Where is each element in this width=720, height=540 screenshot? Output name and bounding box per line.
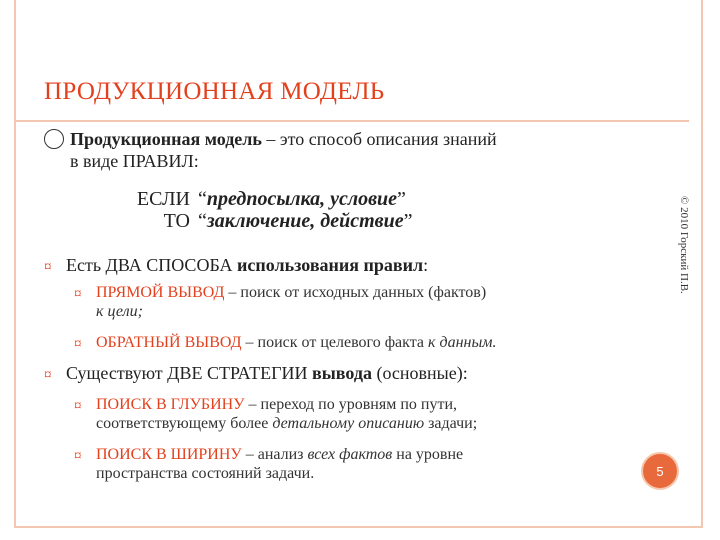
rule-if-text: предпосылка, условие (206, 188, 398, 210)
strategy-item-depth: ¤ ПОИСК В ГЛУБИНУ – переход по уровням по пути, соответствующему более детальному описанию задачи; (74, 396, 478, 432)
rule-if-keyword: ЕСЛИ (136, 188, 190, 210)
ways-bullet: ¤ Есть ДВА СПОСОБА использования правил: (44, 254, 428, 276)
rule-then-text: заключение, действие (206, 210, 404, 232)
copyright-credit (678, 196, 692, 316)
rule-template (120, 188, 413, 232)
copyright-text: © 2010 Горский П.В. (678, 196, 690, 294)
intro-term: Продукционная модель (70, 129, 262, 149)
page-number: 5 (656, 463, 664, 479)
bullet-icon: ¤ (74, 398, 82, 414)
bullet-icon: ¤ (74, 286, 82, 302)
slide-title: ПРОДУКЦИОННАЯ МОДЕЛЬ (44, 78, 385, 105)
bullet-icon: ¤ (74, 448, 82, 464)
bullet-icon: ¤ (44, 259, 52, 275)
strategies-bullet: ¤ Существуют ДВЕ СТРАТЕГИИ вывода (основные): (44, 362, 468, 384)
rule-then-keyword: ТО (163, 210, 190, 232)
page-number-badge (641, 452, 679, 490)
rule-then-line: ТО “заключение, действие” (120, 210, 413, 232)
intro-rest: – это способ описания знаний (261, 129, 497, 149)
intro-paragraph (44, 128, 644, 172)
bullet-icon: ¤ (74, 336, 82, 352)
circle-bullet-icon (44, 129, 64, 149)
bullet-icon: ¤ (44, 367, 52, 383)
rule-if-line: ЕСЛИ “предпосылка, условие” (120, 188, 413, 210)
title-divider (14, 120, 689, 122)
intro-line2: в виде ПРАВИЛ: (70, 151, 199, 171)
way-item-backward: ¤ ОБРАТНЫЙ ВЫВОД – поиск от целевого факта к данным. (74, 334, 497, 352)
way-item-forward: ¤ ПРЯМОЙ ВЫВОД – поиск от исходных данных (фактов) к цели; (74, 284, 487, 320)
strategy-item-breadth: ¤ ПОИСК В ШИРИНУ – анализ всех фактов на уровне пространства состояний задачи. (74, 446, 464, 482)
